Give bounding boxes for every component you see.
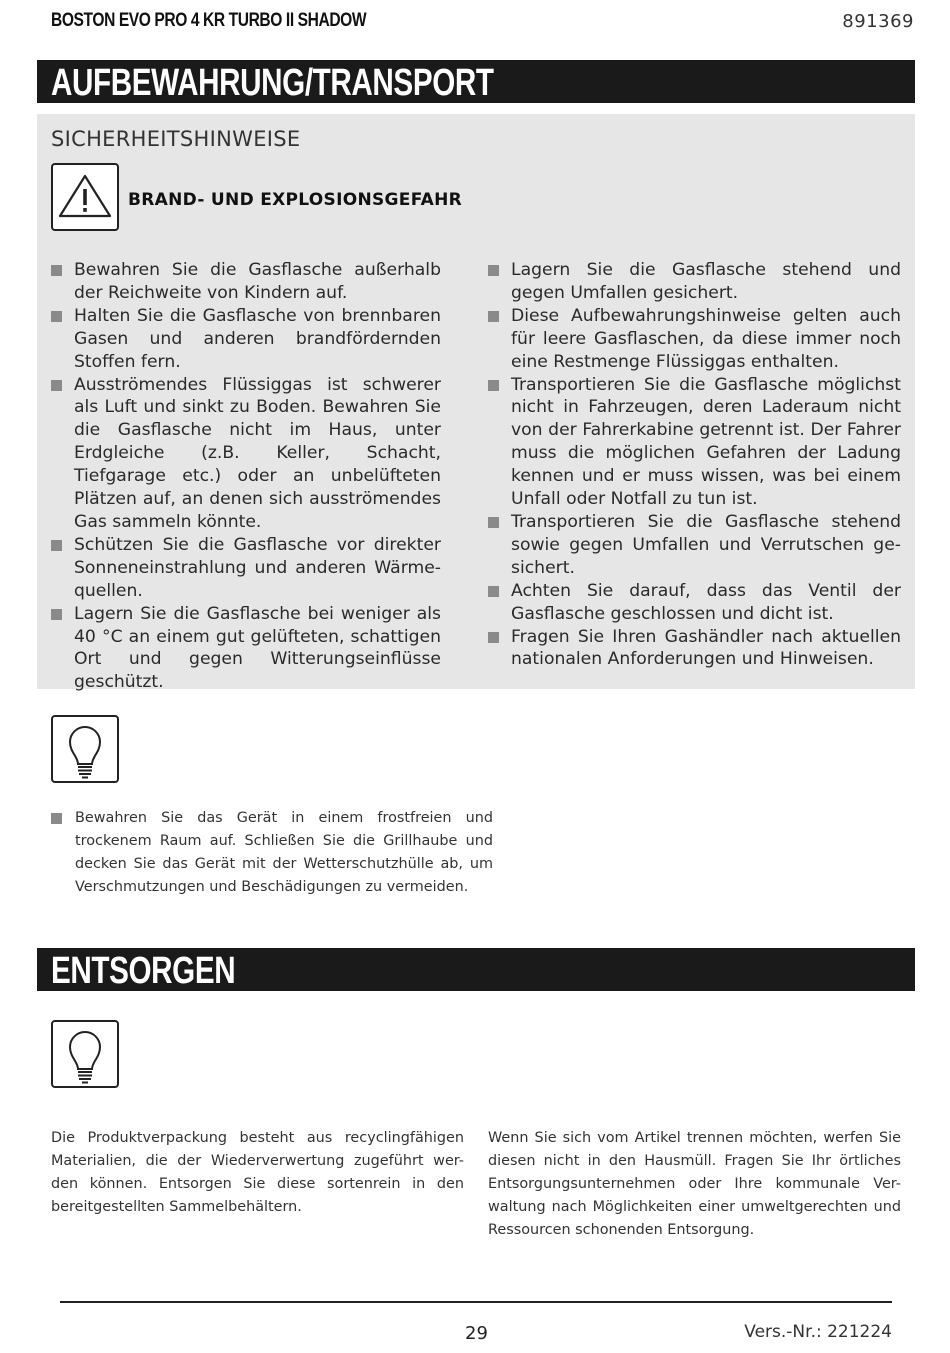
list-item: Achten Sie darauf, dass das Ventil der Gasflasche geschlossen und dicht ist. xyxy=(488,580,901,626)
list-item: Halten Sie die Gasflasche von brennbaren Gasen und anderen brandfördernden Stoffen fern. xyxy=(51,305,441,374)
list-item: Lagern Sie die Gasflasche bei weniger als 40 °C an einem gut gelüfteten, schattigen Ort und gegen Witterungseinflüsse geschützt. xyxy=(51,603,441,695)
warning-triangle-icon xyxy=(53,165,117,229)
article-number: 891369 xyxy=(842,11,914,32)
page-number: 29 xyxy=(465,1323,488,1344)
warning-icon-box xyxy=(51,163,119,231)
list-item: Bewahren Sie die Gasflasche außerhalb der Reichweite von Kindern auf. xyxy=(51,259,441,305)
storage-tip-text: Bewahren Sie das Gerät in einem frostfreien und trockenem Raum auf. Schließen Sie die Grillhaube und decken Sie das Gerät mit der Wetterschutzhülle ab, um Verschmutzungen und Beschädigungen zu vermeiden. xyxy=(51,807,493,899)
lightbulb-icon xyxy=(53,1022,117,1086)
tip-icon-box-storage xyxy=(51,715,119,783)
section-header-disposal xyxy=(37,948,915,991)
safety-list-right xyxy=(488,259,901,671)
list-item: Diese Aufbewahrungshinweise gelten auch für leere Gasflaschen, da diese immer noch eine Restmenge Flüssiggas enthalten. xyxy=(488,305,901,374)
footer-divider xyxy=(60,1301,892,1303)
section-header-storage xyxy=(37,60,915,103)
lightbulb-icon xyxy=(53,717,117,781)
safety-list-left xyxy=(51,259,441,694)
section-title-disposal: ENTSORGEN xyxy=(51,950,236,992)
version-number: Vers.-Nr.: 221224 xyxy=(744,1322,892,1342)
safety-subtitle: SICHERHEITSHINWEISE xyxy=(51,127,301,151)
list-item: Schützen Sie die Gasflasche vor direkter Sonneneinstrahlung und anderen Wärme-quellen. xyxy=(51,534,441,603)
tip-icon-box-disposal xyxy=(51,1020,119,1088)
disposal-text-left: Die Produktverpackung besteht aus recyclingfähigen Materialien, die der Wiederverwertung zugeführt wer-den können. Entsorgen Sie diese sortenrein in den bereitgestellten Sammelbehältern. xyxy=(51,1130,464,1215)
section-title-storage: AUFBEWAHRUNG/TRANSPORT xyxy=(51,62,494,104)
warning-title: BRAND- UND EXPLOSIONSGEFAHR xyxy=(128,190,463,210)
document-model-title: BOSTON EVO PRO 4 KR TURBO II SHADOW xyxy=(51,10,367,31)
list-item: Ausströmendes Flüssiggas ist schwerer als Luft und sinkt zu Boden. Bewahren Sie die Gasflasche nicht im Haus, unter Erdgleiche (z.B. Keller, Schacht, Tiefgarage etc.) oder an unbelüfteten Plätzen auf, an denen sich ausströmendes Gas sammeln könnte. xyxy=(51,374,441,534)
list-item: Fragen Sie Ihren Gashändler nach aktuellen nationalen Anforderungen und Hinweisen. xyxy=(488,626,901,672)
list-item: Transportieren Sie die Gasflasche stehend sowie gegen Umfallen und Verrutschen ge-sichert. xyxy=(488,511,901,580)
list-item: Transportieren Sie die Gasflasche möglichst nicht in Fahrzeugen, deren Laderaum nicht von der Fahrerkabine getrennt ist. Der Fahrer muss die möglichen Gefahren der Ladung kennen und er muss wissen, was bei einem Unfall oder Notfall zu tun ist. xyxy=(488,374,901,511)
list-item: Lagern Sie die Gasflasche stehend und gegen Umfallen gesichert. xyxy=(488,259,901,305)
disposal-text-right: Wenn Sie sich vom Artikel trennen möchten, werfen Sie diesen nicht in den Hausmüll. Fragen Sie Ihr örtliches Entsorgungsunternehmen oder Ihre kommunale Ver-waltung nach Möglichkeiten einer umweltgerechten und Ressourcen schonenden Entsorgung. xyxy=(488,1130,901,1238)
